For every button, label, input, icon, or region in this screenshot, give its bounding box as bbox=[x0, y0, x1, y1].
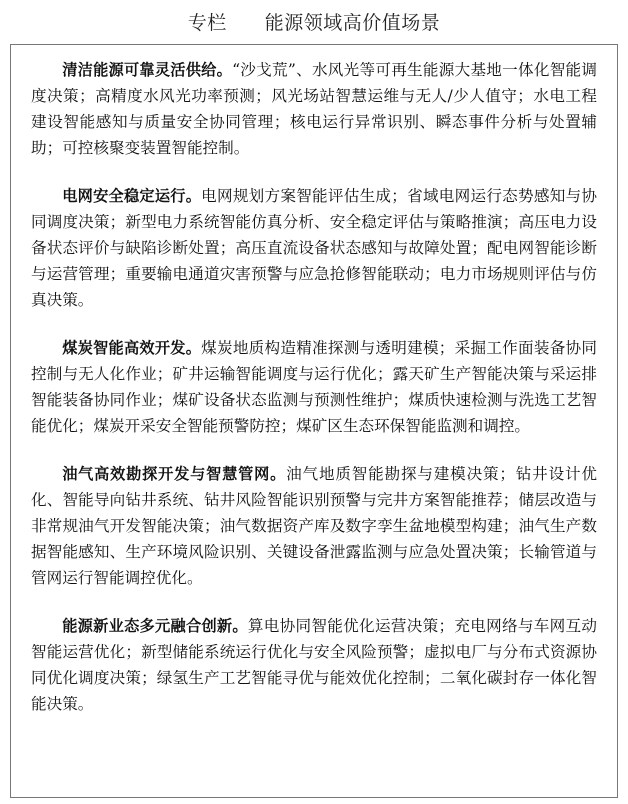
section-clean-energy bbox=[31, 57, 597, 161]
section-power-grid bbox=[31, 183, 597, 313]
column-title bbox=[0, 10, 628, 36]
section-text: 算电协同智能优化运营决策；充电网络与车网互动智能运营优化；新型储能系统运行优化与安全风险预警；虚拟电厂与分布式资源协同优化调度决策；绿氢生产工艺智能寻优与能效优化控制；二氧化碳封存一体化智能决策。 bbox=[31, 617, 597, 713]
section-text: “沙戈荒”、水风光等可再生能源大基地一体化智能调度决策；高精度水风光功率预测；风光场站智慧运维与无人/少人值守；水电工程建设智能感知与质量安全协同管理；核电运行异常识别、瞬态事件分析与处置辅助；可控核聚变装置智能控制。 bbox=[31, 61, 597, 157]
section-text: 煤炭地质构造精准探测与透明建模；采掘工作面装备协同控制与无人化作业；矿井运输智能调度与运行优化；露天矿生产智能决策与采运排智能装备协同作业；煤矿设备状态监测与预测性维护；煤质快速检测与洗选工艺智能优化；煤炭开采安全智能预警防控；煤矿区生态环保智能监测和调控。 bbox=[31, 339, 597, 435]
section-text: 油气地质智能勘探与建模决策；钻井设计优化、智能导向钻井系统、钻井风险智能识别预警与完井方案智能推荐；储层改造与非常规油气开发智能决策；油气数据资产库及数字孪生盆地模型构建；油气生产数据智能感知、生产环境风险识别、关键设备泄露监测与应急处置决策；长输管道与管网运行智能调控优化。 bbox=[31, 465, 597, 587]
section-text: 电网规划方案智能评估生成；省域电网运行态势感知与协同调度决策；新型电力系统智能仿真分析、安全稳定评估与策略推演；高压电力设备状态评价与缺陷诊断处置；高压直流设备状态感知与故障处置；配电网智能诊断与运营管理；重要输电通道灾害预警与应急抢修智能联动；电力市场规则评估与仿真决策。 bbox=[31, 187, 597, 309]
section-new-business bbox=[31, 613, 597, 717]
section-heading: 煤炭智能高效开发。 bbox=[62, 339, 202, 357]
section-oil-gas bbox=[31, 461, 597, 591]
section-coal bbox=[31, 335, 597, 439]
column-heading: 能源领域高价值场景 bbox=[264, 12, 441, 34]
section-heading: 电网安全稳定运行。 bbox=[62, 187, 202, 205]
section-heading: 清洁能源可靠灵活供给。 bbox=[62, 61, 233, 79]
content-box bbox=[10, 44, 618, 798]
column-label: 专栏 bbox=[187, 12, 227, 34]
section-heading: 能源新业态多元融合创新。 bbox=[62, 617, 248, 635]
section-heading: 油气高效勘探开发与智慧管网。 bbox=[62, 465, 287, 483]
